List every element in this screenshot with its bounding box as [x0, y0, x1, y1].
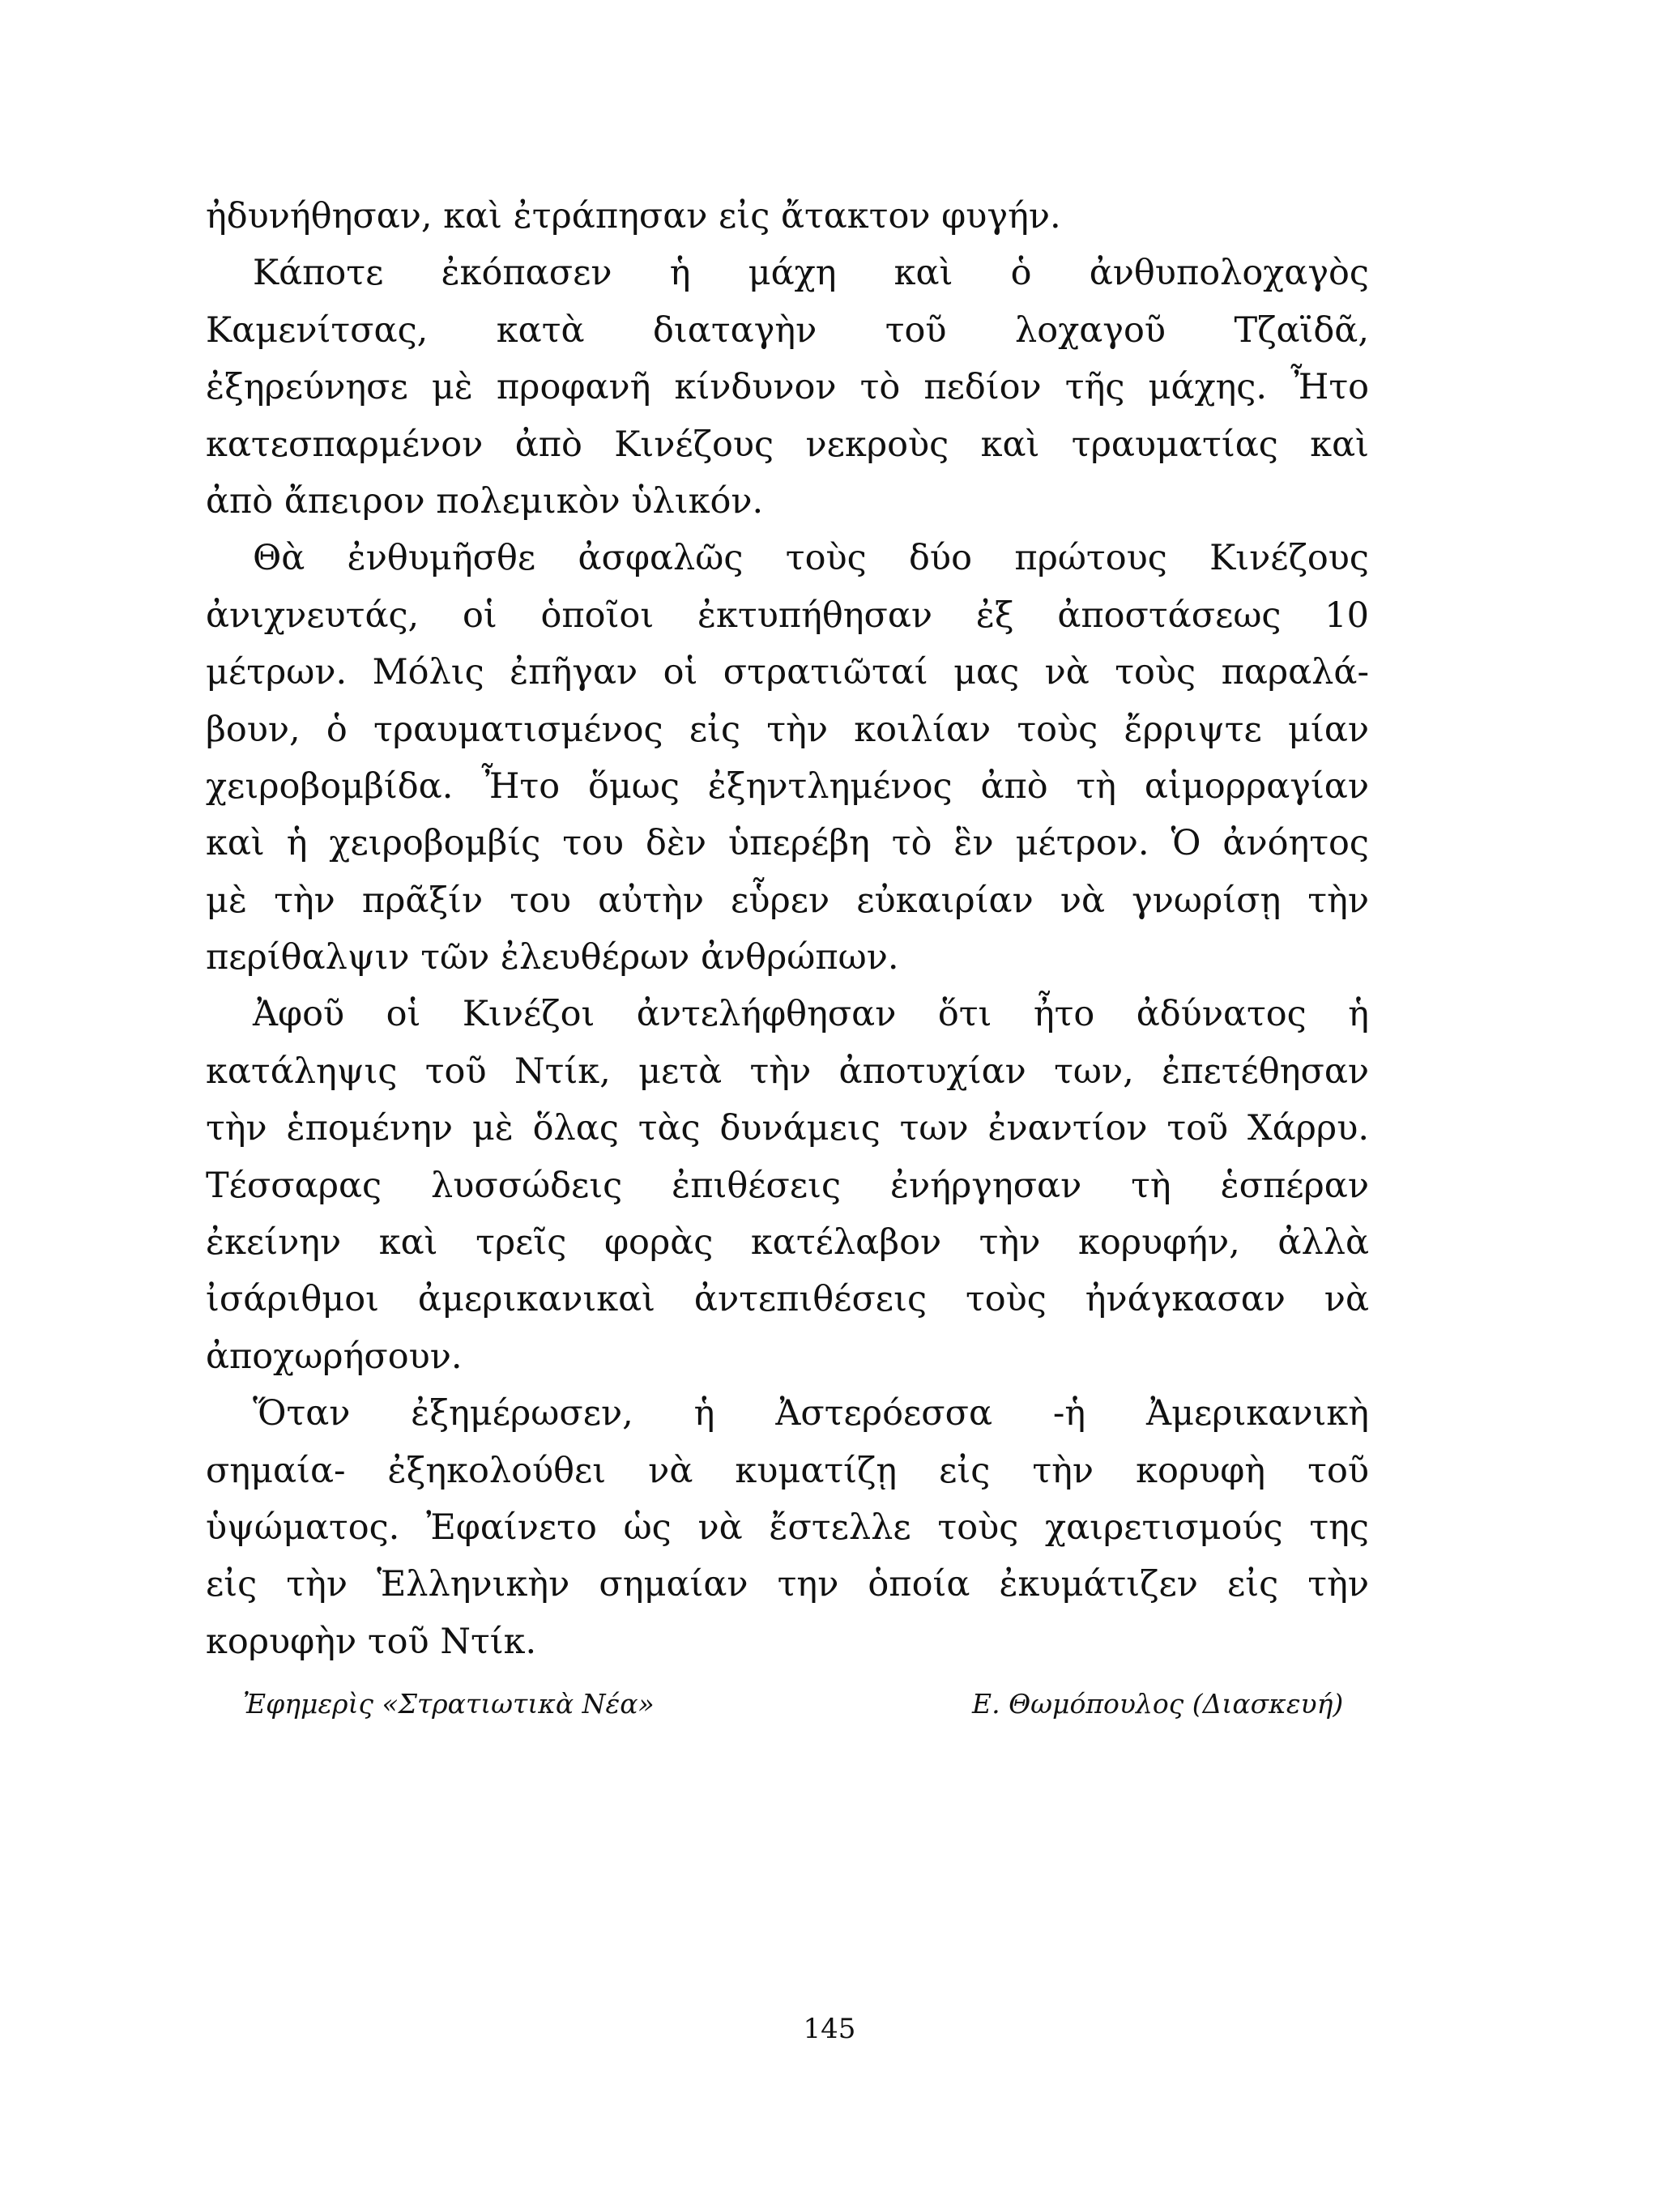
text-line: βουν, ὁ τραυματισμένος εἰς τὴν κοιλίαν τοὺς ἔρριψτε μίαν [206, 709, 1369, 750]
text-line: ἐκείνην καὶ τρεῖς φορὰς κατέλαβον τὴν κορυφήν, ἀλλὰ [206, 1222, 1369, 1264]
text-line: χειροβομβίδα. Ἦτο ὅμως ἐξηντλημένος ἀπὸ τὴ αἱμορραγίαν [206, 765, 1369, 807]
text-line: καὶ ἡ χειροβομβίς του δὲν ὑπερέβη τὸ ἓν μέτρον. Ὁ ἀνόητος [206, 823, 1369, 864]
text-line: Καμενίτσας, κατὰ διαταγὴν τοῦ λοχαγοῦ Τζαϊδᾶ, [206, 309, 1369, 351]
text-line: μέτρων. Μόλις ἐπῆγαν οἱ στρατιῶταί μας νὰ τοὺς παραλά- [206, 652, 1369, 693]
text-line: κατεσπαρμένον ἀπὸ Κινέζους νεκροὺς καὶ τραυματίας καὶ [206, 424, 1369, 465]
citation-source: Ἐφημερὶς «Στρατιωτικὰ Νέα» [243, 1688, 655, 1720]
text-line: περίθαλψιν τῶν ἐλευθέρων ἀνθρώπων. [206, 937, 899, 978]
text-line: κατάληψις τοῦ Ντίκ, μετὰ τὴν ἀποτυχίαν των, ἐπετέθησαν [206, 1051, 1369, 1092]
text-line: Θὰ ἐνθυμῆσθε ἀσφαλῶς τοὺς δύο πρώτους Κινέζους [253, 538, 1369, 579]
citation-footer [243, 1688, 1361, 1724]
text-line: ἀνιχνευτάς, οἱ ὁποῖοι ἐκτυπήθησαν ἐξ ἀποστάσεως 10 [206, 595, 1369, 636]
text-line: ὑψώματος. Ἐφαίνετο ὡς νὰ ἔστελλε τοὺς χαιρετισμούς της [206, 1507, 1369, 1548]
text-line: μὲ τὴν πρᾶξίν του αὐτὴν εὗρεν εὐκαιρίαν νὰ γνωρίσῃ τὴν [206, 880, 1369, 921]
text-line: ἐξηρεύνησε μὲ προφανῆ κίνδυνον τὸ πεδίον τῆς μάχης. Ἦτο [206, 367, 1369, 408]
page-number: 145 [803, 2013, 856, 2045]
text-line: τὴν ἑπομένην μὲ ὅλας τὰς δυνάμεις των ἐναντίον τοῦ Χάρρυ. [206, 1108, 1369, 1149]
text-line: σημαία- ἐξηκολούθει νὰ κυματίζῃ εἰς τὴν κορυφὴ τοῦ [206, 1450, 1369, 1491]
text-line: ἰσάριθμοι ἀμερικανικαὶ ἀντεπιθέσεις τοὺς ἠνάγκασαν νὰ [206, 1279, 1369, 1320]
text-line: ἠδυνήθησαν, καὶ ἐτράπησαν εἰς ἄτακτον φυγήν. [206, 196, 1061, 237]
body-text [206, 188, 1369, 1670]
text-line: Κάποτε ἐκόπασεν ἡ μάχη καὶ ὁ ἀνθυπολοχαγὸς [253, 253, 1369, 294]
text-line: Ὅταν ἐξημέρωσεν, ἡ Ἀστερόεσσα -ἡ Ἀμερικανικὴ [253, 1393, 1369, 1434]
text-line: εἰς τὴν Ἑλληνικὴν σημαίαν την ὁποία ἐκυμάτιζεν εἰς τὴν [206, 1564, 1369, 1605]
text-line: ἀπὸ ἄπειρον πολεμικὸν ὑλικόν. [206, 480, 764, 522]
text-line: Τέσσαρας λυσσώδεις ἐπιθέσεις ἐνήργησαν τὴ ἑσπέραν [206, 1165, 1369, 1206]
text-line: κορυφὴν τοῦ Ντίκ. [206, 1621, 537, 1662]
citation-author: Ε. Θωμόπουλος (Διασκευή) [972, 1688, 1344, 1720]
text-line: ἀποχωρήσουν. [206, 1336, 463, 1377]
text-line: Ἀφοῦ οἱ Κινέζοι ἀντελήφθησαν ὅτι ἦτο ἀδύνατος ἡ [253, 994, 1369, 1035]
